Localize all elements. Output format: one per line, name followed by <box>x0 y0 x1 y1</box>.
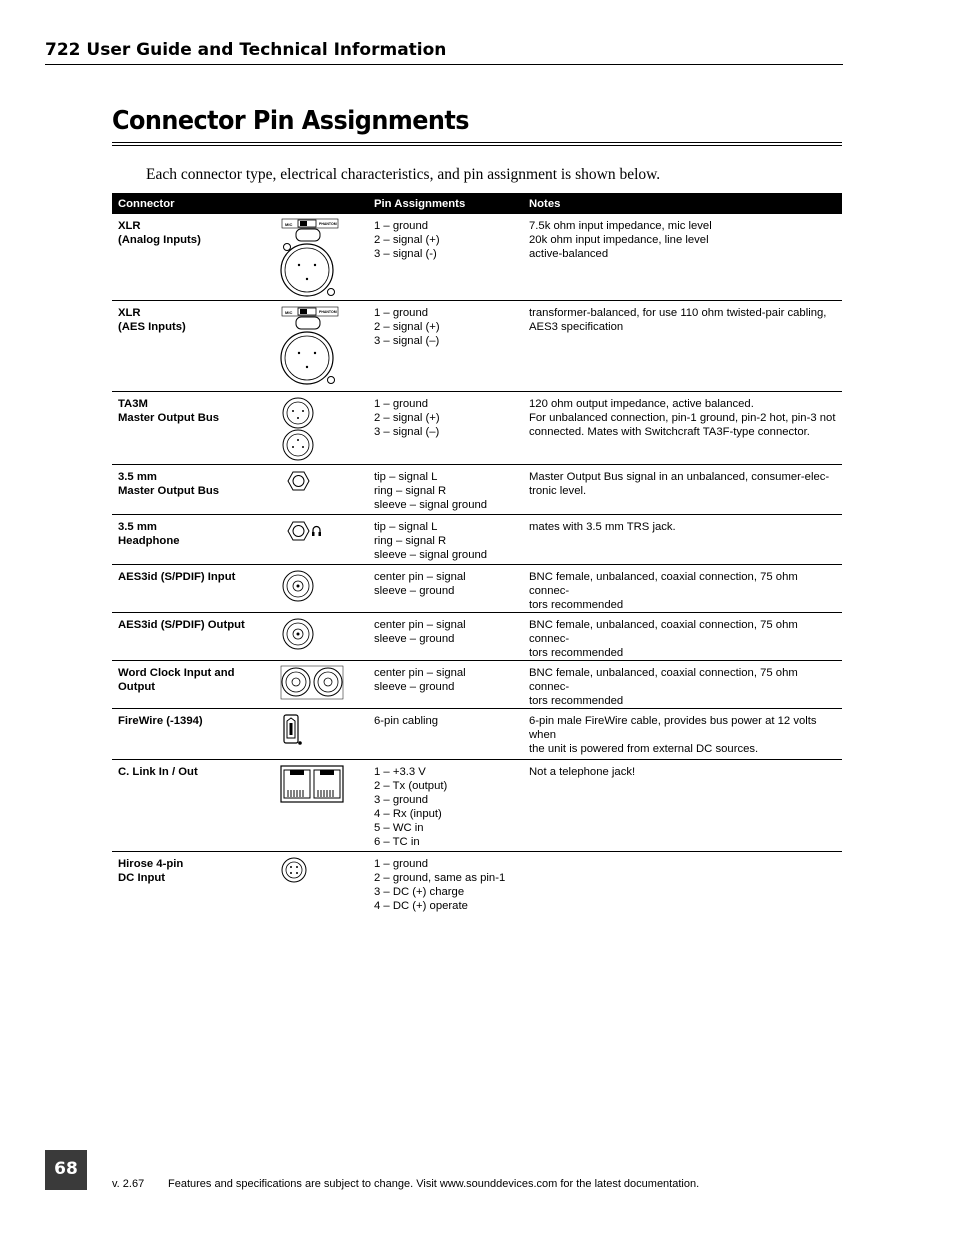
title-rule-double <box>112 145 842 146</box>
phantom-switch-label: PHANTOM <box>319 309 337 314</box>
column-header-notes: Notes <box>523 193 842 214</box>
connector-name: 3.5 mm Headphone <box>112 514 280 564</box>
connector-image <box>280 514 368 564</box>
connector-notes: 120 ohm output impedance, active balanced. For unbalanced connection, pin-1 ground, pin-2 hot, pin-3 not connected. Mates with Switchcraft TA3F-type connector. <box>523 391 842 464</box>
connector-image <box>280 391 368 464</box>
connector-name: XLR (AES Inputs) <box>112 300 280 391</box>
pin-assignments: center pin – signal sleeve – ground <box>368 660 523 708</box>
connector-image <box>280 612 368 660</box>
pin-assignments: tip – signal L ring – signal R sleeve – signal ground <box>368 464 523 514</box>
connector-image <box>280 851 368 913</box>
intro-paragraph: Each connector type, electrical characteristics, and pin assignment is shown below. <box>146 166 661 183</box>
connector-notes: BNC female, unbalanced, coaxial connection, 75 ohm connec- tors recommended <box>523 660 842 708</box>
table-row <box>112 464 842 514</box>
bnc-connector-icon <box>280 617 344 653</box>
title-rule <box>112 142 842 143</box>
connector-notes: BNC female, unbalanced, coaxial connection, 75 ohm connec- tors recommended <box>523 564 842 612</box>
pin-assignments: 6-pin cabling <box>368 708 523 759</box>
table-row <box>112 708 842 759</box>
connector-image <box>280 564 368 612</box>
table-row <box>112 759 842 851</box>
xlr-connector-icon <box>280 305 344 387</box>
connector-notes: 6-pin male FireWire cable, provides bus power at 12 volts when the unit is powered from external DC sources. <box>523 708 842 759</box>
column-header-connector: Connector <box>112 193 280 214</box>
pin-assignments: center pin – signal sleeve – ground <box>368 612 523 660</box>
connector-notes: Master Output Bus signal in an unbalanced, consumer-elec- tronic level. <box>523 464 842 514</box>
mic-switch-label: MIC <box>285 309 293 315</box>
firewire-port-icon <box>280 713 344 749</box>
connector-name: Hirose 4-pin DC Input <box>118 857 184 884</box>
pin-assignments: tip – signal L ring – signal R sleeve – signal ground <box>368 514 523 564</box>
connector-image <box>280 214 368 300</box>
table-row <box>112 564 842 612</box>
connector-table <box>112 193 842 913</box>
dual-bnc-connector-icon <box>280 665 346 701</box>
table-row <box>112 514 842 564</box>
table-row <box>112 612 842 660</box>
pin-assignments: 1 – +3.3 V 2 – Tx (output) 3 – ground 4 – Rx (input) 5 – WC in 6 – TC in <box>368 759 523 851</box>
connector-notes: BNC female, unbalanced, coaxial connection, 75 ohm connec- tors recommended <box>523 612 842 660</box>
connector-name: FireWire (-1394) <box>112 708 280 759</box>
connector-image <box>280 660 368 708</box>
connector-notes <box>523 851 842 913</box>
table-row <box>112 391 842 464</box>
headphone-jack-icon <box>280 519 344 549</box>
guide-title: 722 User Guide and Technical Information <box>45 40 843 65</box>
connector-notes: mates with 3.5 mm TRS jack. <box>523 514 842 564</box>
connector-image <box>280 300 368 391</box>
connector-image <box>280 464 368 514</box>
pin-assignments: 1 – ground 2 – ground, same as pin-1 3 – DC (+) charge 4 – DC (+) operate <box>374 857 506 912</box>
hirose-connector-icon <box>280 856 344 886</box>
connector-name: Word Clock Input and Output <box>112 660 280 708</box>
footer-version: v. 2.67 <box>112 1178 145 1190</box>
page-number: 68 <box>45 1150 87 1190</box>
column-header-image <box>280 193 368 214</box>
connector-image <box>280 759 368 851</box>
mic-switch-label: MIC <box>285 222 293 227</box>
connector-name: TA3M Master Output Bus <box>112 391 280 464</box>
connector-name: XLR (Analog Inputs) <box>112 214 280 300</box>
connector-image <box>280 708 368 759</box>
rj-jack-icon <box>280 764 346 804</box>
ta3m-connector-icon <box>280 396 344 462</box>
table-row <box>112 214 842 300</box>
column-header-pins: Pin Assignments <box>368 193 523 214</box>
xlr-connector-icon <box>280 218 344 298</box>
pin-assignments: 1 – ground 2 – signal (+) 3 – signal (–) <box>368 391 523 464</box>
connector-notes: 7.5k ohm input impedance, mic level 20k ohm input impedance, line level active-balanced <box>523 214 842 300</box>
bnc-connector-icon <box>280 569 344 605</box>
table-row <box>112 851 842 913</box>
table-header-row <box>112 193 842 214</box>
pin-assignments: 1 – ground 2 – signal (+) 3 – signal (–) <box>368 300 523 391</box>
connector-notes: Not a telephone jack! <box>523 759 842 851</box>
pin-assignments: 1 – ground 2 – signal (+) 3 – signal (-) <box>368 214 523 300</box>
table-row <box>112 300 842 391</box>
table-row <box>112 660 842 708</box>
footer-disclaimer: Features and specifications are subject to change. Visit www.sounddevices.com for the latest documentation. <box>168 1178 700 1190</box>
phantom-switch-label: PHANTOM <box>319 222 337 226</box>
pin-assignments: center pin – signal sleeve – ground <box>368 564 523 612</box>
connector-name: C. Link In / Out <box>112 759 280 851</box>
connector-name: AES3id (S/PDIF) Output <box>112 612 280 660</box>
connector-name: 3.5 mm Master Output Bus <box>112 464 280 514</box>
page-title: Connector Pin Assignments <box>112 106 469 136</box>
connector-name: AES3id (S/PDIF) Input <box>112 564 280 612</box>
minijack-icon <box>280 469 344 499</box>
connector-notes: transformer-balanced, for use 110 ohm twisted-pair cabling, AES3 specification <box>523 300 842 391</box>
